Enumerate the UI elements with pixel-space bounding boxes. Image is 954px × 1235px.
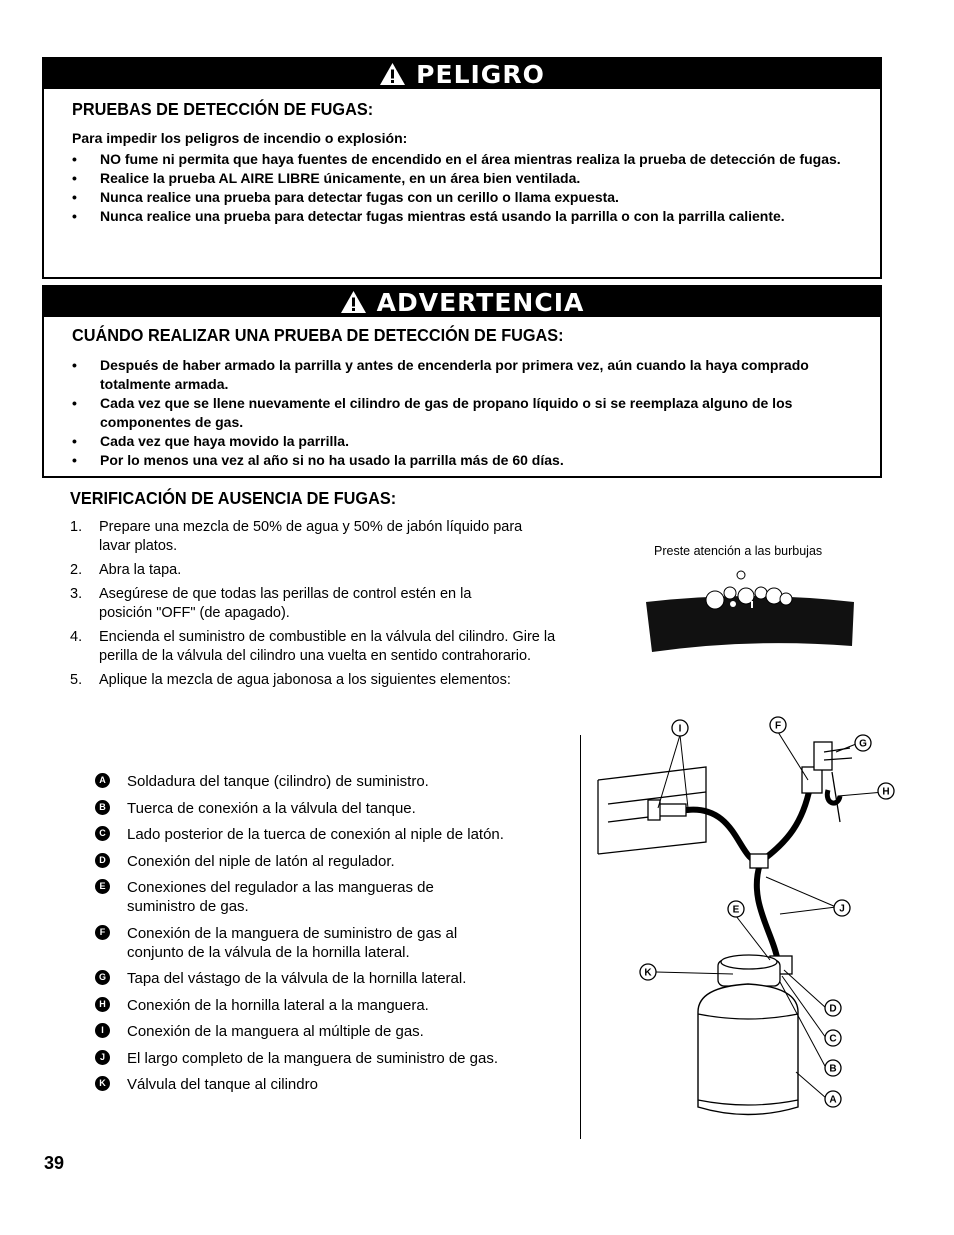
svg-text:J: J (839, 903, 845, 915)
warning-list (72, 356, 852, 470)
list-item (95, 924, 565, 962)
list-item: • Por lo menos una vez al año si no ha usado la parrilla más de 60 días. (72, 451, 852, 470)
part-text: Conexión de la manguera al múltiple de gas. (127, 1023, 424, 1040)
danger-banner (44, 59, 880, 89)
part-text: Conexión de la hornilla lateral a la manguera. (127, 996, 429, 1014)
svg-text:C: C (829, 1033, 837, 1045)
list-item: • Nunca realice una prueba para detectar fugas mientras está usando la parrilla o con la parrilla caliente. (72, 207, 852, 226)
svg-text:H: H (882, 786, 890, 798)
letter-badge: I (95, 1023, 110, 1038)
part-text: Conexión del niple de latón al regulador. (127, 852, 395, 870)
list-item: • Después de haber armado la parrilla y antes de encenderla por primera vez, aún cuando la haya comprado totalmente armada. (72, 356, 852, 394)
part-text: Tuerca de conexión a la válvula del tanque. (127, 799, 416, 817)
danger-title: PELIGRO (416, 59, 545, 89)
step-number: 3. (70, 586, 83, 602)
warning-box (42, 285, 882, 478)
letter-badge: B (95, 800, 110, 815)
list-item (95, 878, 565, 916)
danger-box (42, 57, 882, 279)
letter-badge: G (95, 970, 110, 985)
svg-text:K: K (644, 967, 652, 979)
letter-badge: D (95, 853, 110, 868)
diagram-label-e (728, 901, 744, 917)
diagram-label-i (672, 720, 688, 736)
warning-title: ADVERTENCIA (376, 287, 585, 317)
letter-badge: C (95, 826, 110, 841)
step-item (70, 585, 590, 623)
letter-badge: K (95, 1076, 110, 1091)
letter-badge: F (95, 925, 110, 940)
svg-text:E: E (732, 904, 740, 916)
list-item (95, 772, 565, 791)
diagram-label-k (640, 964, 656, 980)
list-item (95, 1022, 565, 1041)
letter-badge: H (95, 997, 110, 1012)
diagram-label-h (878, 783, 894, 799)
warning-heading: CUÁNDO REALIZAR UNA PRUEBA DE DETECCIÓN DE FUGAS: (72, 325, 564, 345)
step-text: Prepare una mezcla de 50% de agua y 50% de jabón líquido para lavar platos. (99, 519, 523, 554)
warning-triangle-icon (340, 290, 367, 314)
part-text: Soldadura del tanque (cilindro) de suministro. (127, 773, 429, 790)
svg-text:B: B (829, 1063, 837, 1075)
svg-text:G: G (859, 738, 867, 750)
svg-text:D: D (829, 1003, 837, 1015)
danger-list (72, 150, 852, 226)
part-text: El largo completo de la manguera de suministro de gas. (127, 1049, 499, 1067)
part-text: Conexión de la manguera de suministro de gas al conjunto de la válvula de la hornilla lateral. (127, 924, 458, 961)
bubble-illustration (640, 566, 860, 656)
verification-heading: VERIFICACIÓN DE AUSENCIA DE FUGAS: (70, 488, 397, 508)
step-item (70, 628, 590, 666)
step-text: Encienda el suministro de combustible en la válvula del cilindro. Gire la perilla de la válvula del cilindro una vuelta en sentido contrahorario. (99, 629, 556, 664)
diagram-label-a (825, 1091, 841, 1107)
column-divider (580, 735, 581, 1139)
list-item (95, 852, 565, 871)
step-item (70, 518, 590, 556)
list-item: • Cada vez que se llene nuevamente el cilindro de gas de propano líquido o si se reemplaza alguno de los componentes de gas. (72, 394, 852, 432)
diagram-label-j (834, 900, 850, 916)
part-text: Tapa del vástago de la válvula de la hornilla lateral. (127, 970, 467, 987)
step-item (70, 561, 590, 580)
list-item (95, 825, 565, 844)
step-number: 5. (70, 672, 83, 688)
letter-badge: E (95, 879, 110, 894)
list-item (95, 1075, 565, 1094)
bubble-caption: Preste atención a las burbujas (654, 544, 823, 558)
diagram-label-g (855, 735, 871, 751)
warning-banner (44, 287, 880, 317)
danger-intro: Para impedir los peligros de incendio o explosión: (72, 130, 408, 146)
diagram-label-f (770, 717, 786, 733)
step-text: Asegúrese de que todas las perillas de control estén en la posición "OFF" (de apagado). (99, 586, 472, 621)
diagram-label-c (825, 1030, 841, 1046)
step-number: 1. (70, 519, 83, 535)
diagram-label-b (825, 1060, 841, 1076)
step-item (70, 671, 590, 690)
parts-list (95, 772, 565, 1102)
list-item: • Nunca realice una prueba para detectar fugas con un cerillo o llama expuesta. (72, 188, 852, 207)
list-item (95, 1049, 565, 1068)
letter-badge: A (95, 773, 110, 788)
step-text: Abra la tapa. (99, 562, 182, 578)
step-text: Aplique la mezcla de agua jabonosa a los siguientes elementos: (99, 672, 511, 688)
gas-connection-diagram (588, 712, 908, 1132)
page-number: 39 (44, 1153, 65, 1173)
part-text: Conexiones del regulador a las mangueras de suministro de gas. (127, 879, 434, 915)
svg-text:A: A (829, 1094, 837, 1106)
svg-text:I: I (678, 723, 682, 735)
list-item (95, 969, 565, 988)
list-item: • Cada vez que haya movido la parrilla. (72, 432, 852, 451)
list-item (95, 996, 565, 1015)
steps-list (70, 518, 590, 695)
step-number: 2. (70, 562, 83, 578)
part-text: Válvula del tanque al cilindro (127, 1076, 318, 1093)
list-item (95, 799, 565, 818)
part-text: Lado posterior de la tuerca de conexión al niple de latón. (127, 826, 504, 843)
danger-heading: PRUEBAS DE DETECCIÓN DE FUGAS: (72, 99, 374, 119)
warning-triangle-icon (379, 62, 406, 86)
list-item: • NO fume ni permita que haya fuentes de encendido en el área mientras realiza la prueba de detección de fugas. (72, 150, 852, 169)
diagram-label-d (825, 1000, 841, 1016)
svg-text:F: F (774, 720, 782, 732)
letter-badge: J (95, 1050, 110, 1065)
list-item: • Realice la prueba AL AIRE LIBRE únicamente, en un área bien ventilada. (72, 169, 852, 188)
step-number: 4. (70, 629, 83, 645)
